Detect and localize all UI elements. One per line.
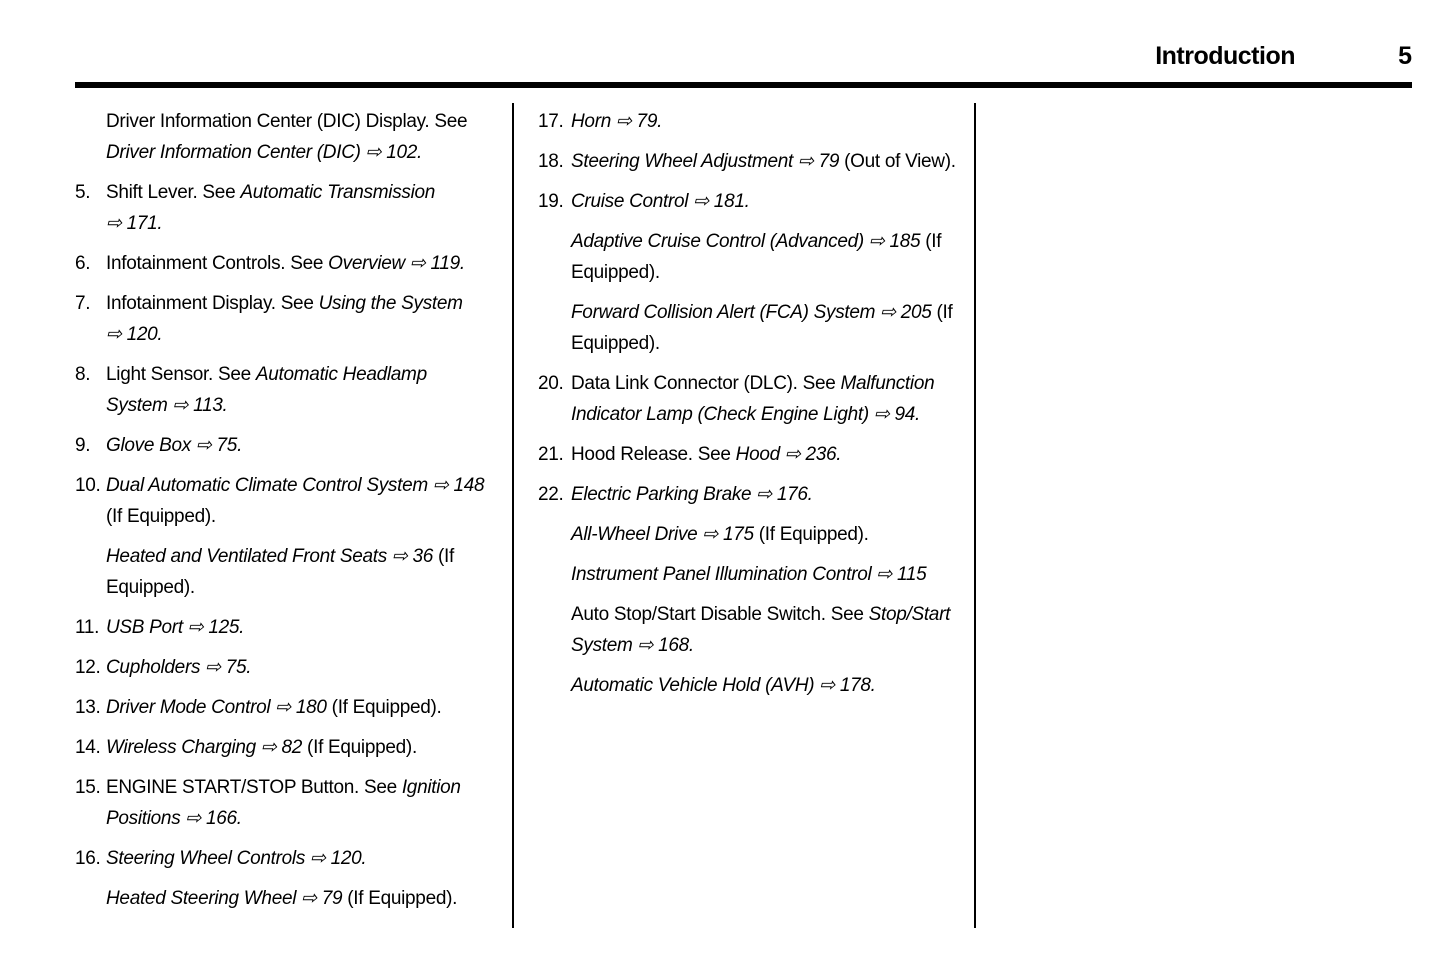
item-paragraph: Steering Wheel Adjustment ⇨ 79 (Out of View). xyxy=(571,151,956,172)
toc-item xyxy=(75,652,489,692)
toc-item xyxy=(538,106,962,146)
item-number: 5. xyxy=(75,182,91,203)
item-body xyxy=(106,248,489,288)
item-paragraph: Heated and Ventilated Front Seats ⇨ 36 (If Equipped). xyxy=(106,546,454,598)
item-body xyxy=(106,692,489,732)
item-number: 12. xyxy=(75,657,101,678)
item-paragraph: Auto Stop/Start Disable Switch. See Stop/Start System ⇨ 168. xyxy=(571,604,951,656)
item-paragraph: USB Port ⇨ 125. xyxy=(106,617,245,638)
item-body xyxy=(106,470,489,612)
toc-item xyxy=(75,612,489,652)
item-body xyxy=(106,359,489,430)
item-number: 6. xyxy=(75,253,91,274)
item-paragraph: Data Link Connector (DLC). See Malfunction Indicator Lamp (Check Engine Light) ⇨ 94. xyxy=(571,373,935,425)
toc-item xyxy=(75,106,489,177)
item-number: 21. xyxy=(538,444,564,465)
item-number: 13. xyxy=(75,697,101,718)
toc-item xyxy=(75,177,489,248)
item-body xyxy=(106,106,489,177)
item-paragraph: Driver Mode Control ⇨ 180 (If Equipped). xyxy=(106,697,442,718)
item-paragraph: Automatic Vehicle Hold (AVH) ⇨ 178. xyxy=(571,675,876,696)
item-number: 10. xyxy=(75,475,101,496)
item-body xyxy=(571,146,962,186)
item-number: 7. xyxy=(75,293,91,314)
toc-item xyxy=(75,430,489,470)
toc-item xyxy=(75,843,489,923)
item-body xyxy=(571,106,962,146)
item-body xyxy=(106,732,489,772)
item-paragraph: Cruise Control ⇨ 181. xyxy=(571,191,750,212)
item-paragraph: Wireless Charging ⇨ 82 (If Equipped). xyxy=(106,737,417,758)
item-paragraph: Driver Information Center (DIC) Display. See Driver Information Center (DIC) ⇨ 102. xyxy=(106,111,468,163)
item-paragraph: Light Sensor. See Automatic Headlamp System ⇨ 113. xyxy=(106,364,427,416)
item-paragraph: Glove Box ⇨ 75. xyxy=(106,435,243,456)
item-body xyxy=(106,288,489,359)
toc-item xyxy=(538,479,962,710)
item-number: 18. xyxy=(538,151,564,172)
toc-item xyxy=(538,439,962,479)
item-body xyxy=(571,439,962,479)
toc-item xyxy=(75,692,489,732)
item-number: 9. xyxy=(75,435,91,456)
column-divider xyxy=(974,103,976,928)
item-number: 11. xyxy=(75,617,100,638)
toc-item xyxy=(75,470,489,612)
toc-item xyxy=(75,248,489,288)
item-paragraph: Horn ⇨ 79. xyxy=(571,111,663,132)
item-number: 8. xyxy=(75,364,91,385)
header-rule xyxy=(75,82,1412,88)
item-paragraph: Instrument Panel Illumination Control ⇨ 115 xyxy=(571,564,927,585)
item-paragraph: Forward Collision Alert (FCA) System ⇨ 205 (If Equipped). xyxy=(571,302,953,354)
toc-item xyxy=(538,146,962,186)
item-paragraph: All-Wheel Drive ⇨ 175 (If Equipped). xyxy=(571,524,869,545)
item-number: 22. xyxy=(538,484,564,505)
item-paragraph: Infotainment Display. See Using the System ⇨ 120. xyxy=(106,293,463,345)
toc-item xyxy=(75,359,489,430)
item-number: 19. xyxy=(538,191,564,212)
legend-column-right xyxy=(538,106,962,710)
item-number: 14. xyxy=(75,737,101,758)
item-paragraph: ENGINE START/STOP Button. See Ignition Positions ⇨ 166. xyxy=(106,777,461,829)
column-divider xyxy=(512,103,514,928)
toc-item xyxy=(75,288,489,359)
item-paragraph: Hood Release. See Hood ⇨ 236. xyxy=(571,444,842,465)
item-paragraph: Adaptive Cruise Control (Advanced) ⇨ 185 (If Equipped). xyxy=(571,231,942,283)
item-number: 20. xyxy=(538,373,564,394)
item-number: 17. xyxy=(538,111,564,132)
item-body xyxy=(106,177,489,248)
item-body xyxy=(106,652,489,692)
page-number: 5 xyxy=(1398,42,1412,70)
item-paragraph: Electric Parking Brake ⇨ 176. xyxy=(571,484,813,505)
item-body xyxy=(571,186,962,368)
item-paragraph: Infotainment Controls. See Overview ⇨ 119. xyxy=(106,253,465,274)
toc-item xyxy=(538,186,962,368)
item-body xyxy=(106,843,489,923)
item-paragraph: Heated Steering Wheel ⇨ 79 (If Equipped). xyxy=(106,888,458,909)
toc-item xyxy=(75,772,489,843)
item-paragraph: Steering Wheel Controls ⇨ 120. xyxy=(106,848,367,869)
item-paragraph: Shift Lever. See Automatic Transmission ⇨ 171. xyxy=(106,182,436,234)
toc-item xyxy=(75,732,489,772)
item-paragraph: Cupholders ⇨ 75. xyxy=(106,657,252,678)
legend-column-left xyxy=(75,106,489,923)
item-body xyxy=(106,772,489,843)
page-title: Introduction xyxy=(1155,42,1295,70)
item-body xyxy=(106,430,489,470)
item-number: 16. xyxy=(75,848,101,869)
item-paragraph: Dual Automatic Climate Control System ⇨ 148 (If Equipped). xyxy=(106,475,485,527)
item-body xyxy=(571,368,962,439)
item-body xyxy=(106,612,489,652)
item-body xyxy=(571,479,962,710)
item-number: 15. xyxy=(75,777,101,798)
toc-item xyxy=(538,368,962,439)
